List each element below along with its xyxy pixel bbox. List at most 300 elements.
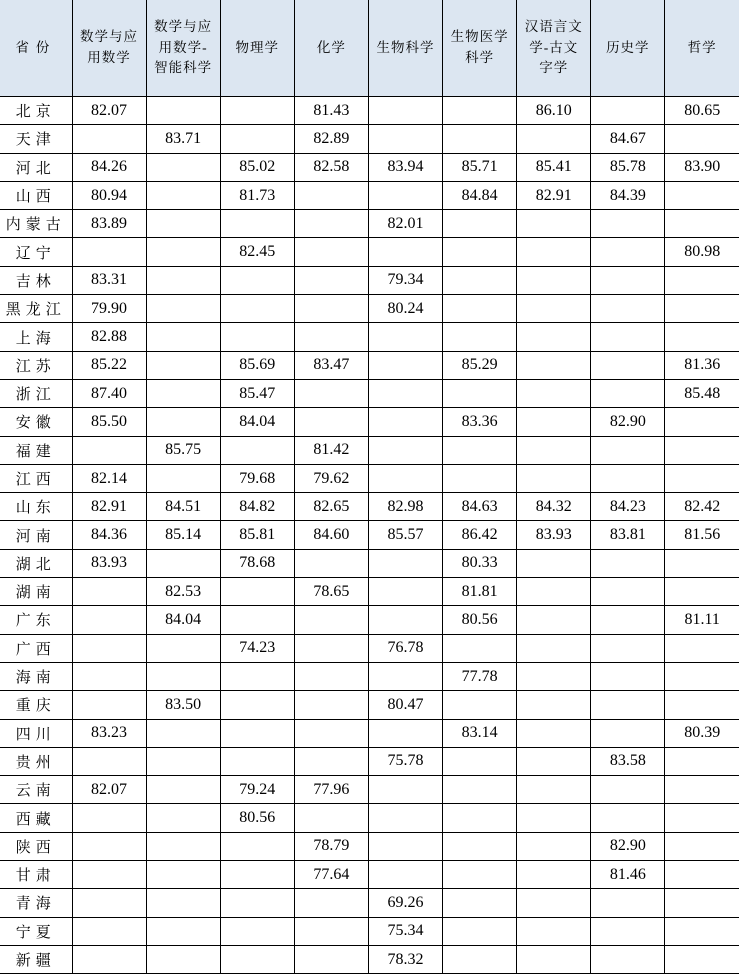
score-cell	[146, 323, 220, 351]
score-cell: 82.89	[294, 125, 368, 153]
score-cell	[368, 662, 442, 690]
score-cell	[146, 153, 220, 181]
score-cell	[665, 747, 739, 775]
score-cell: 85.75	[146, 436, 220, 464]
province-cell: 贵州	[0, 747, 72, 775]
score-cell: 84.23	[591, 493, 665, 521]
score-cell	[665, 323, 739, 351]
table-body	[0, 97, 739, 974]
score-cell: 80.98	[665, 238, 739, 266]
score-cell: 84.04	[220, 408, 294, 436]
score-cell	[368, 861, 442, 889]
column-header-4: 化学	[294, 0, 368, 97]
score-cell	[146, 351, 220, 379]
province-cell: 北京	[0, 97, 72, 125]
score-cell	[591, 719, 665, 747]
score-cell	[517, 747, 591, 775]
score-cell	[220, 295, 294, 323]
score-cell: 78.65	[294, 578, 368, 606]
score-cell	[368, 804, 442, 832]
table-row	[0, 323, 739, 351]
score-cell	[146, 917, 220, 945]
score-cell	[517, 917, 591, 945]
table-row	[0, 464, 739, 492]
score-cell: 85.29	[443, 351, 517, 379]
score-cell	[294, 408, 368, 436]
score-cell: 82.90	[591, 832, 665, 860]
score-cell	[72, 945, 146, 973]
score-cell: 80.24	[368, 295, 442, 323]
score-cell	[220, 691, 294, 719]
table-row	[0, 97, 739, 125]
score-cell	[443, 917, 517, 945]
score-cell: 80.39	[665, 719, 739, 747]
table-row	[0, 832, 739, 860]
score-cell: 81.81	[443, 578, 517, 606]
score-cell	[443, 379, 517, 407]
score-cell: 85.22	[72, 351, 146, 379]
score-cell	[368, 181, 442, 209]
score-cell	[72, 889, 146, 917]
score-cell: 83.23	[72, 719, 146, 747]
score-cell	[517, 295, 591, 323]
score-cell: 83.50	[146, 691, 220, 719]
table-row	[0, 578, 739, 606]
score-cell	[665, 210, 739, 238]
score-cell	[220, 832, 294, 860]
score-cell	[146, 747, 220, 775]
score-cell	[517, 634, 591, 662]
score-cell	[220, 323, 294, 351]
score-cell	[665, 181, 739, 209]
score-cell	[443, 634, 517, 662]
score-cell	[72, 436, 146, 464]
score-cell: 83.71	[146, 125, 220, 153]
province-cell: 云南	[0, 776, 72, 804]
score-cell: 80.94	[72, 181, 146, 209]
column-header-9: 哲学	[665, 0, 739, 97]
score-cell	[368, 323, 442, 351]
score-cell	[591, 379, 665, 407]
score-cell: 76.78	[368, 634, 442, 662]
score-cell	[294, 719, 368, 747]
score-cell	[220, 210, 294, 238]
score-cell	[591, 351, 665, 379]
column-header-5: 生物科学	[368, 0, 442, 97]
table-row	[0, 379, 739, 407]
score-cell	[368, 125, 442, 153]
table-row	[0, 266, 739, 294]
score-cell	[72, 747, 146, 775]
score-cell	[72, 606, 146, 634]
score-cell	[220, 719, 294, 747]
score-cell: 81.56	[665, 521, 739, 549]
score-cell: 82.91	[517, 181, 591, 209]
score-cell	[591, 97, 665, 125]
table-row	[0, 436, 739, 464]
score-cell: 69.26	[368, 889, 442, 917]
score-cell	[517, 804, 591, 832]
province-cell: 海南	[0, 662, 72, 690]
table-row	[0, 917, 739, 945]
score-cell: 86.10	[517, 97, 591, 125]
score-cell	[517, 776, 591, 804]
score-cell: 84.32	[517, 493, 591, 521]
score-cell	[517, 578, 591, 606]
table-row	[0, 804, 739, 832]
score-cell	[294, 634, 368, 662]
score-cell	[443, 210, 517, 238]
score-cell	[72, 832, 146, 860]
score-cell	[443, 97, 517, 125]
score-cell	[72, 634, 146, 662]
score-cell	[368, 464, 442, 492]
score-cell	[517, 238, 591, 266]
province-cell: 河北	[0, 153, 72, 181]
score-cell	[665, 578, 739, 606]
score-cell	[591, 606, 665, 634]
score-cell	[72, 125, 146, 153]
province-cell: 重庆	[0, 691, 72, 719]
score-cell: 80.33	[443, 549, 517, 577]
score-cell	[146, 861, 220, 889]
score-cell	[368, 351, 442, 379]
province-cell: 江西	[0, 464, 72, 492]
score-cell	[517, 832, 591, 860]
score-cell	[443, 861, 517, 889]
score-cell	[72, 917, 146, 945]
score-cell	[294, 917, 368, 945]
score-cell: 79.68	[220, 464, 294, 492]
table-row	[0, 634, 739, 662]
province-cell: 青海	[0, 889, 72, 917]
score-cell	[294, 266, 368, 294]
table-row	[0, 945, 739, 973]
score-cell	[146, 408, 220, 436]
score-cell	[72, 578, 146, 606]
score-cell	[443, 323, 517, 351]
province-cell: 内蒙古	[0, 210, 72, 238]
score-cell: 85.69	[220, 351, 294, 379]
table-row	[0, 295, 739, 323]
table-row	[0, 408, 739, 436]
province-cell: 山西	[0, 181, 72, 209]
score-cell	[517, 266, 591, 294]
province-cell: 四川	[0, 719, 72, 747]
province-cell: 黑龙江	[0, 295, 72, 323]
score-cell	[220, 436, 294, 464]
score-cell: 83.47	[294, 351, 368, 379]
province-cell: 辽宁	[0, 238, 72, 266]
header-row	[0, 0, 739, 97]
table-row	[0, 210, 739, 238]
score-cell	[368, 238, 442, 266]
score-cell	[665, 861, 739, 889]
province-cell: 新疆	[0, 945, 72, 973]
score-cell	[368, 408, 442, 436]
score-cell	[72, 662, 146, 690]
score-cell: 82.90	[591, 408, 665, 436]
score-cell	[591, 776, 665, 804]
score-cell: 83.89	[72, 210, 146, 238]
score-cell	[665, 691, 739, 719]
score-cell	[294, 606, 368, 634]
score-cell: 84.84	[443, 181, 517, 209]
score-cell: 83.31	[72, 266, 146, 294]
score-cell	[146, 238, 220, 266]
table-row	[0, 181, 739, 209]
score-cell: 83.93	[517, 521, 591, 549]
score-cell: 83.81	[591, 521, 665, 549]
score-cell: 79.90	[72, 295, 146, 323]
score-cell: 82.45	[220, 238, 294, 266]
score-cell	[591, 323, 665, 351]
score-cell	[146, 662, 220, 690]
score-cell: 84.60	[294, 521, 368, 549]
score-cell: 85.50	[72, 408, 146, 436]
score-cell	[146, 97, 220, 125]
score-cell	[591, 889, 665, 917]
score-cell	[665, 125, 739, 153]
table-row	[0, 238, 739, 266]
score-cell: 83.14	[443, 719, 517, 747]
table-row	[0, 521, 739, 549]
score-cell: 78.68	[220, 549, 294, 577]
score-cell	[665, 408, 739, 436]
score-cell: 75.78	[368, 747, 442, 775]
table-row	[0, 549, 739, 577]
score-cell: 82.07	[72, 97, 146, 125]
score-cell: 78.79	[294, 832, 368, 860]
score-cell: 77.96	[294, 776, 368, 804]
score-cell	[146, 776, 220, 804]
score-cell	[368, 578, 442, 606]
score-cell	[146, 889, 220, 917]
province-cell: 湖南	[0, 578, 72, 606]
score-cell	[220, 945, 294, 973]
score-cell: 83.58	[591, 747, 665, 775]
score-cell: 82.01	[368, 210, 442, 238]
score-cell	[146, 945, 220, 973]
table-row	[0, 153, 739, 181]
score-cell	[146, 804, 220, 832]
score-cell: 85.02	[220, 153, 294, 181]
score-cell	[665, 662, 739, 690]
score-cell	[591, 295, 665, 323]
score-cell	[443, 266, 517, 294]
score-cell: 82.14	[72, 464, 146, 492]
score-cell	[591, 266, 665, 294]
score-cell: 74.23	[220, 634, 294, 662]
score-cell	[368, 379, 442, 407]
province-cell: 河南	[0, 521, 72, 549]
score-cell	[443, 125, 517, 153]
score-cell: 83.93	[72, 549, 146, 577]
table-row	[0, 691, 739, 719]
score-cell: 82.91	[72, 493, 146, 521]
score-cell	[665, 832, 739, 860]
score-cell	[591, 578, 665, 606]
score-cell: 83.94	[368, 153, 442, 181]
score-cell: 84.67	[591, 125, 665, 153]
score-cell	[368, 719, 442, 747]
score-cell: 82.98	[368, 493, 442, 521]
score-cell	[665, 549, 739, 577]
score-cell: 80.47	[368, 691, 442, 719]
score-cell	[517, 351, 591, 379]
score-cell	[220, 861, 294, 889]
score-cell	[591, 549, 665, 577]
score-cell	[665, 804, 739, 832]
score-cell	[517, 606, 591, 634]
column-header-2: 数学与应用数学-智能科学	[146, 0, 220, 97]
score-cell	[517, 408, 591, 436]
score-cell	[72, 861, 146, 889]
score-cell	[591, 464, 665, 492]
table-row	[0, 606, 739, 634]
score-cell	[517, 945, 591, 973]
score-cell: 85.14	[146, 521, 220, 549]
score-cell: 77.64	[294, 861, 368, 889]
score-cell	[368, 832, 442, 860]
score-cell	[294, 804, 368, 832]
score-cell	[368, 436, 442, 464]
score-cell: 82.53	[146, 578, 220, 606]
score-cell	[591, 691, 665, 719]
score-cell	[294, 662, 368, 690]
score-cell	[591, 634, 665, 662]
table-row	[0, 861, 739, 889]
province-cell: 江苏	[0, 351, 72, 379]
score-cell	[220, 662, 294, 690]
score-cell: 84.04	[146, 606, 220, 634]
score-cell: 84.63	[443, 493, 517, 521]
score-cell: 84.26	[72, 153, 146, 181]
score-cell: 80.65	[665, 97, 739, 125]
score-cell	[220, 125, 294, 153]
score-cell: 85.78	[591, 153, 665, 181]
score-cell	[591, 238, 665, 266]
score-cell	[517, 125, 591, 153]
score-cell	[443, 464, 517, 492]
province-cell: 宁夏	[0, 917, 72, 945]
province-cell: 西藏	[0, 804, 72, 832]
column-header-8: 历史学	[591, 0, 665, 97]
score-cell	[443, 945, 517, 973]
province-cell: 福建	[0, 436, 72, 464]
score-cell	[294, 889, 368, 917]
province-cell: 甘肃	[0, 861, 72, 889]
province-cell: 上海	[0, 323, 72, 351]
score-cell: 83.36	[443, 408, 517, 436]
score-cell	[294, 238, 368, 266]
score-cell	[146, 719, 220, 747]
score-cell: 84.82	[220, 493, 294, 521]
score-cell: 81.43	[294, 97, 368, 125]
score-cell	[665, 464, 739, 492]
score-cell	[220, 606, 294, 634]
score-cell	[443, 436, 517, 464]
score-cell	[665, 889, 739, 917]
score-cell	[443, 804, 517, 832]
score-cell: 81.36	[665, 351, 739, 379]
score-cell: 78.32	[368, 945, 442, 973]
score-cell	[294, 549, 368, 577]
score-cell: 80.56	[220, 804, 294, 832]
score-cell	[146, 634, 220, 662]
score-cell	[294, 747, 368, 775]
score-cell	[72, 804, 146, 832]
score-cell	[294, 295, 368, 323]
table-row	[0, 493, 739, 521]
score-cell	[443, 295, 517, 323]
score-cell: 81.11	[665, 606, 739, 634]
score-cell	[146, 549, 220, 577]
table-row	[0, 776, 739, 804]
score-cell: 85.47	[220, 379, 294, 407]
score-cell	[220, 917, 294, 945]
column-header-3: 物理学	[220, 0, 294, 97]
score-cell	[294, 691, 368, 719]
score-cell: 86.42	[443, 521, 517, 549]
score-cell	[517, 861, 591, 889]
score-cell	[517, 436, 591, 464]
score-cell	[146, 832, 220, 860]
score-cell	[368, 97, 442, 125]
score-cell	[591, 917, 665, 945]
score-cell	[517, 549, 591, 577]
score-cell: 85.71	[443, 153, 517, 181]
province-cell: 浙江	[0, 379, 72, 407]
score-cell	[591, 436, 665, 464]
province-cell: 广西	[0, 634, 72, 662]
column-header-6: 生物医学科学	[443, 0, 517, 97]
score-cell	[443, 691, 517, 719]
score-cell	[517, 691, 591, 719]
score-cell	[665, 776, 739, 804]
score-cell: 87.40	[72, 379, 146, 407]
score-cell	[443, 747, 517, 775]
score-cell	[146, 379, 220, 407]
score-cell: 85.81	[220, 521, 294, 549]
score-cell	[294, 323, 368, 351]
score-cell	[368, 549, 442, 577]
score-cell	[665, 634, 739, 662]
table-header	[0, 0, 739, 97]
province-cell: 山东	[0, 493, 72, 521]
score-cell: 84.39	[591, 181, 665, 209]
score-cell	[146, 464, 220, 492]
score-cell: 79.24	[220, 776, 294, 804]
score-cell	[146, 295, 220, 323]
score-cell	[72, 238, 146, 266]
score-cell	[146, 181, 220, 209]
score-cell: 84.51	[146, 493, 220, 521]
score-cell	[294, 379, 368, 407]
score-cell	[517, 464, 591, 492]
score-cell: 82.58	[294, 153, 368, 181]
province-cell: 天津	[0, 125, 72, 153]
score-cell: 80.56	[443, 606, 517, 634]
score-cell: 82.42	[665, 493, 739, 521]
score-cell	[591, 945, 665, 973]
table-row	[0, 662, 739, 690]
province-cell: 广东	[0, 606, 72, 634]
score-cell	[443, 832, 517, 860]
score-cell: 77.78	[443, 662, 517, 690]
score-cell	[517, 719, 591, 747]
score-cell	[443, 776, 517, 804]
